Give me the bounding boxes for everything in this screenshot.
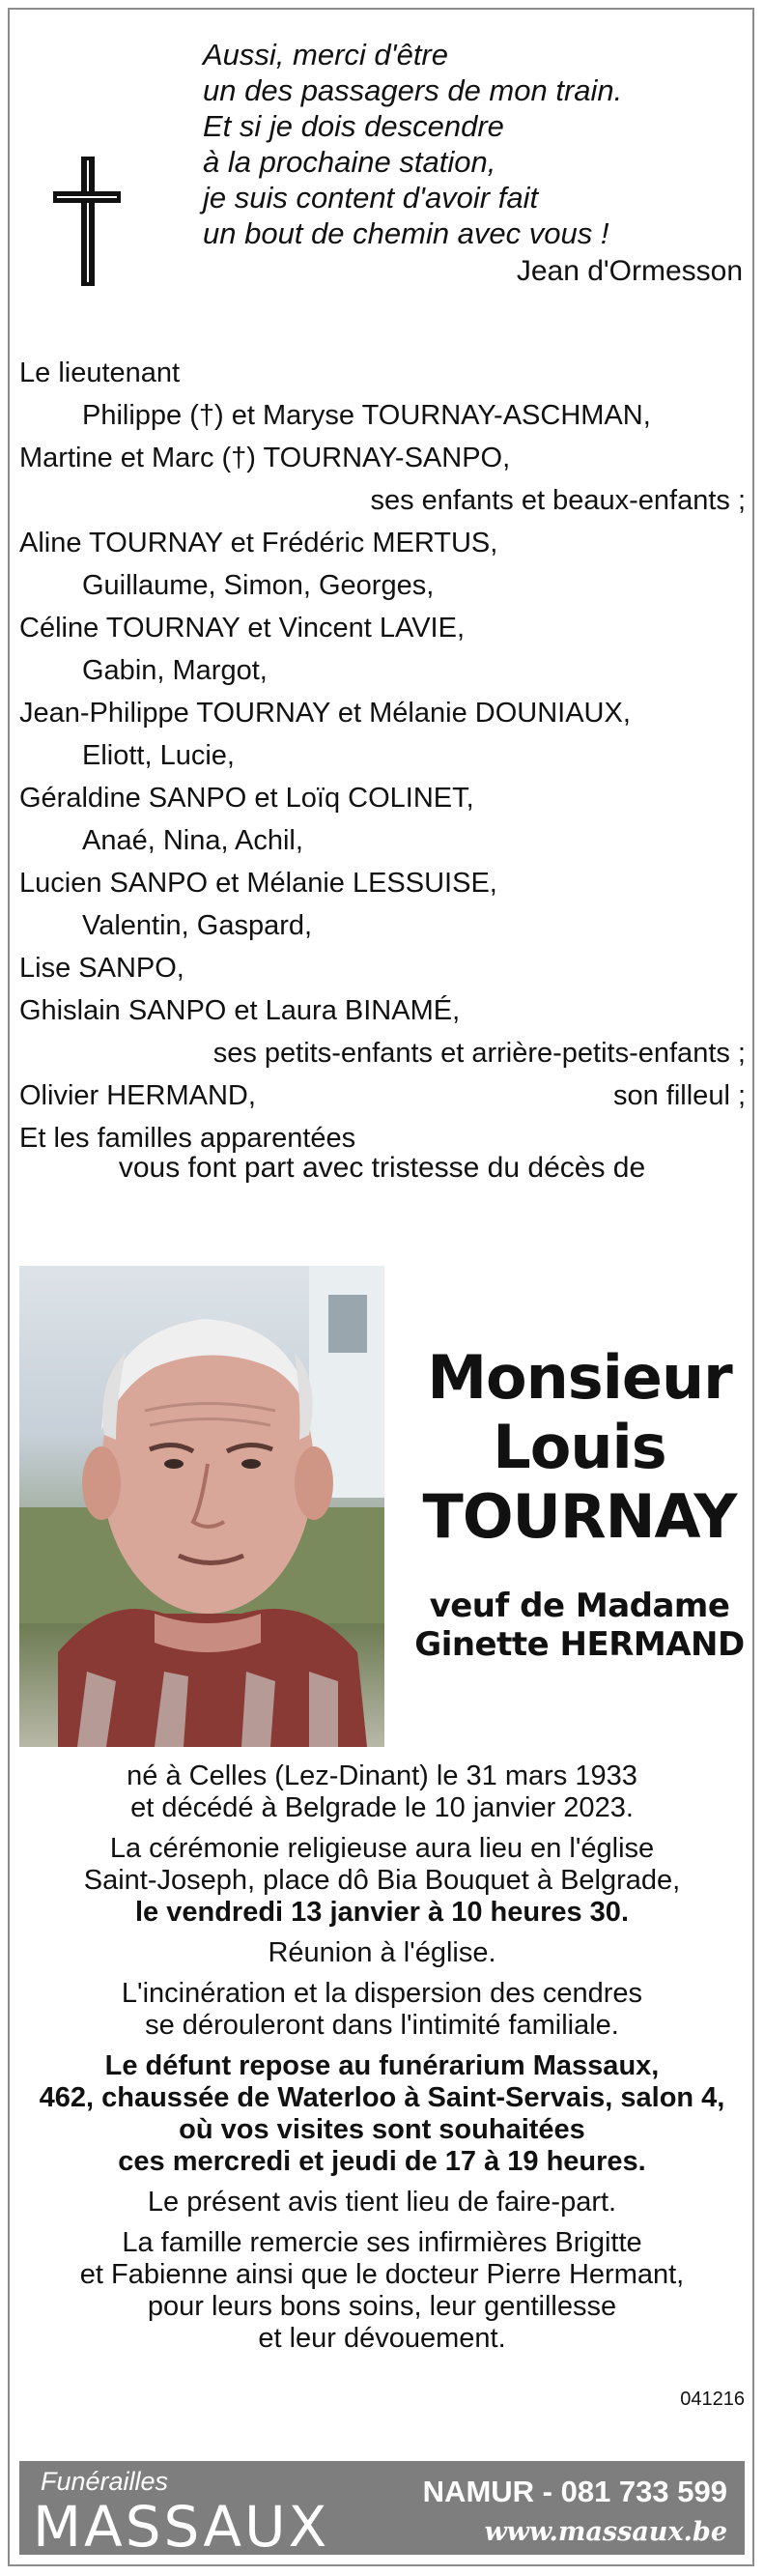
portrait-illustration [19,1266,384,1747]
poem-line: Et si je dois descendre [203,109,504,143]
ceremony-line: Saint-Joseph, place dô Bia Bouquet à Belgrade, [83,1865,681,1896]
visit-line: Le défunt repose au funérarium Massaux, [104,2050,660,2081]
details [19,1760,745,2363]
ceremony [19,1833,745,1929]
family-line: Martine et Marc (†) TOURNAY-SANPO, [19,443,511,473]
family-line: Anaé, Nina, Achil, [82,825,303,856]
family-role: ses petits-enfants et arrière-petits-enfants ; [212,1038,746,1069]
family-line: Valentin, Gaspard, [82,910,313,941]
footer-banner [19,2461,745,2560]
thanks-line: La famille remercie ses infirmières Brigitte [122,2227,642,2258]
family-line: Eliott, Lucie, [82,740,235,771]
thanks-line: pour leurs bons soins, leur gentillesse [147,2291,617,2322]
family-role: son filleul ; [612,1080,746,1111]
deceased-first-name: Louis [493,1412,666,1482]
visit-info [19,2050,745,2178]
thanks-line: et leur dévouement. [258,2323,506,2354]
family-line: Philippe (†) et Maryse TOURNAY-ASCHMAN, [82,400,651,431]
deceased-title: Monsieur [427,1342,732,1413]
family-role: ses enfants et beaux-enfants ; [370,485,746,516]
poem-line: Aussi, merci d'être [203,38,448,72]
family-line: Guillaume, Simon, Georges, [82,570,435,601]
deceased-last-name: TOURNAY [422,1481,737,1552]
footer-brand: MASSAUX [33,2494,330,2560]
poem-line: un bout de chemin avec vous ! [203,216,609,250]
thanks-line: et Fabienne ainsi que le docteur Pierre Hermant, [79,2259,685,2290]
poem [203,37,622,251]
poem-author: Jean d'Ormesson [516,255,743,287]
portrait-photo [19,1266,384,1747]
notice-line: Le présent avis tient lieu de faire-part. [147,2187,617,2218]
family-line: Géraldine SANPO et Loïq COLINET, [19,783,474,814]
poem-line: je suis content d'avoir fait [203,181,539,215]
ceremony-line: La cérémonie religieuse aura lieu en l'église [109,1833,655,1864]
family-line: Jean-Philippe TOURNAY et Mélanie DOUNIAUX, [19,698,631,729]
family-line: Lucien SANPO et Mélanie LESSUISE, [19,868,497,899]
footer-website: www.massaux.be [484,2517,727,2547]
cremation-line: se dérouleront dans l'intimité familiale. [145,2010,619,2041]
widow-line [406,1587,753,1664]
family-line: Aline TOURNAY et Frédéric MERTUS, [19,528,498,558]
family-line: Lise SANPO, [19,953,184,984]
family-name: Olivier HERMAND, [19,1080,256,1111]
death-line: et décédé à Belgrade le 10 janvier 2023. [130,1792,634,1823]
poem-line: à la prochaine station, [203,145,496,179]
deceased-name-block [406,1343,753,1664]
widow-line-1: veuf de Madame [429,1587,730,1625]
footer-funerailles: Funérailles [41,2467,169,2496]
footer-phone: NAMUR - 081 733 599 [422,2475,727,2508]
intro-text: vous font part avec tristesse du décès de [118,1152,646,1184]
widow-line-2: Ginette HERMAND [414,1625,745,1664]
family-line: Gabin, Margot, [82,655,268,686]
reference-number: 041216 [680,2389,745,2410]
thanks [19,2227,745,2355]
cremation-line: L'incinération et la dispersion des cendres [121,1978,643,2009]
cross-icon [53,157,121,286]
birth-death [19,1760,745,1824]
visit-line: où vos visites sont souhaitées [179,2114,585,2145]
meeting: Réunion à l'église. [268,1937,496,1968]
cremation [19,1978,745,2042]
family-list [19,352,746,1159]
visit-line: ces mercredi et jeudi de 17 à 19 heures. [118,2146,646,2177]
family-line [19,1074,746,1117]
poem-line: un des passagers de mon train. [203,73,623,107]
family-line: Ghislain SANPO et Laura BINAMÉ, [19,995,461,1026]
birth-line: né à Celles (Lez-Dinant) le 31 mars 1933 [127,1760,637,1791]
visit-line: 462, chaussée de Waterloo à Saint-Servais, salon 4, [39,2082,725,2113]
ceremony-date: le vendredi 13 janvier à 10 heures 30. [134,1897,629,1928]
family-line: Le lieutenant [19,358,181,388]
family-line: Et les familles apparentées [19,1123,356,1154]
family-line: Céline TOURNAY et Vincent LAVIE, [19,613,466,644]
